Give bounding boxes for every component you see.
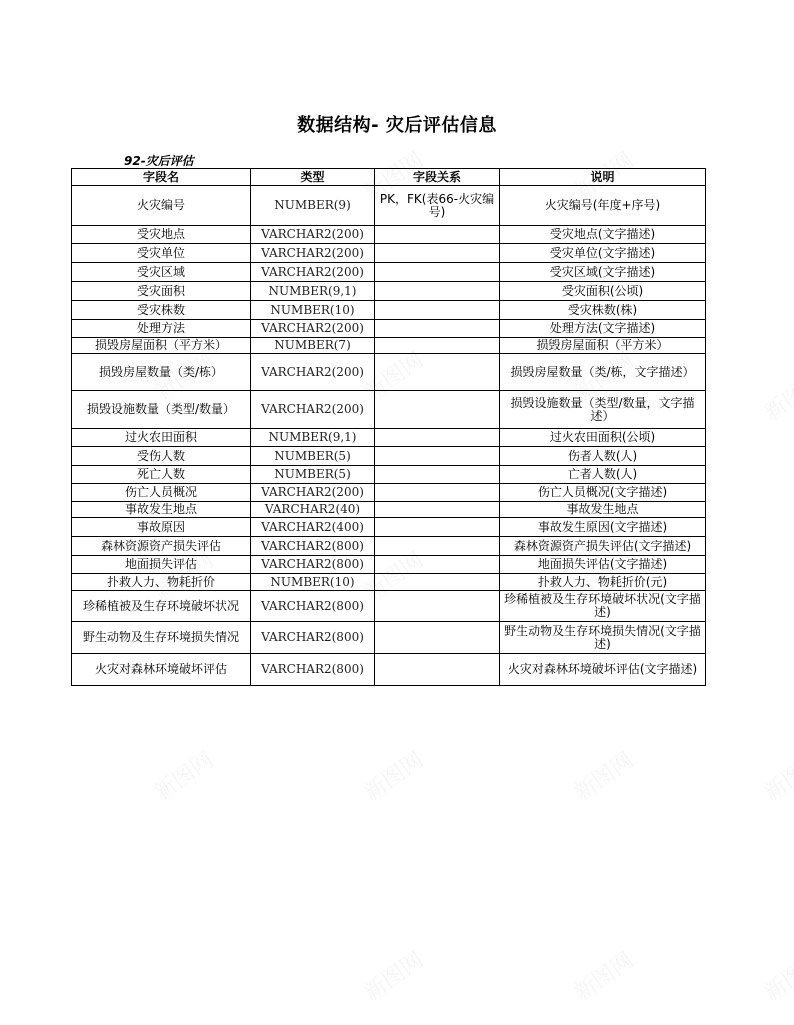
cell-relation bbox=[375, 301, 500, 320]
cell-description: 火灾编号(年度+序号) bbox=[500, 186, 706, 226]
watermark-text bbox=[357, 744, 429, 807]
cell-description: 损毁设施数量（类型/数量，文字描述） bbox=[500, 391, 706, 429]
cell-relation bbox=[375, 447, 500, 466]
cell-field-name: 事故发生地点 bbox=[72, 502, 251, 518]
cell-relation bbox=[375, 391, 500, 429]
header-description: 说明 bbox=[500, 169, 706, 186]
table-row bbox=[72, 654, 706, 686]
cell-type: NUMBER(5) bbox=[251, 466, 375, 484]
cell-relation bbox=[375, 574, 500, 591]
cell-type: NUMBER(5) bbox=[251, 447, 375, 466]
cell-field-name: 处理方法 bbox=[72, 320, 251, 338]
cell-description: 事故发生地点 bbox=[500, 502, 706, 518]
cell-field-name: 受灾单位 bbox=[72, 244, 251, 263]
cell-type: VARCHAR2(200) bbox=[251, 354, 375, 391]
cell-type: VARCHAR2(800) bbox=[251, 537, 375, 556]
cell-relation bbox=[375, 556, 500, 574]
cell-type: VARCHAR2(800) bbox=[251, 622, 375, 654]
cell-field-name: 受伤人数 bbox=[72, 447, 251, 466]
cell-type: NUMBER(9,1) bbox=[251, 282, 375, 301]
cell-description: 处理方法(文字描述) bbox=[500, 320, 706, 338]
table-row bbox=[72, 391, 706, 429]
cell-field-name: 受灾区域 bbox=[72, 263, 251, 282]
cell-field-name: 过火农田面积 bbox=[72, 429, 251, 447]
cell-type: NUMBER(10) bbox=[251, 574, 375, 591]
cell-description: 伤者人数(人) bbox=[500, 447, 706, 466]
cell-description: 事故发生原因(文字描述) bbox=[500, 518, 706, 537]
cell-description: 亡者人数(人) bbox=[500, 466, 706, 484]
cell-description: 野生动物及生存环境损失情况(文字描述) bbox=[500, 622, 706, 654]
cell-description: 过火农田面积(公顷) bbox=[500, 429, 706, 447]
cell-description: 扑救人力、物耗折价(元) bbox=[500, 574, 706, 591]
cell-relation bbox=[375, 354, 500, 391]
cell-field-name: 伤亡人员概况 bbox=[72, 484, 251, 502]
table-row bbox=[72, 591, 706, 622]
cell-relation bbox=[375, 518, 500, 537]
cell-relation bbox=[375, 622, 500, 654]
watermark-text bbox=[357, 944, 429, 1007]
cell-description: 珍稀植被及生存环境破坏状况(文字描述) bbox=[500, 591, 706, 622]
data-structure-table bbox=[71, 168, 706, 686]
cell-field-name: 受灾面积 bbox=[72, 282, 251, 301]
table-row bbox=[72, 263, 706, 282]
table-row bbox=[72, 556, 706, 574]
table-row bbox=[72, 354, 706, 391]
watermark-text bbox=[567, 944, 639, 1007]
cell-description: 受灾株数(株) bbox=[500, 301, 706, 320]
cell-relation bbox=[375, 320, 500, 338]
header-type: 类型 bbox=[251, 169, 375, 186]
cell-field-name: 火灾对森林环境破坏评估 bbox=[72, 654, 251, 686]
cell-type: VARCHAR2(200) bbox=[251, 244, 375, 263]
cell-field-name: 受灾地点 bbox=[72, 226, 251, 244]
cell-relation bbox=[375, 537, 500, 556]
cell-description: 损毁房屋数量（类/栋，文字描述） bbox=[500, 354, 706, 391]
cell-field-name: 事故原因 bbox=[72, 518, 251, 537]
cell-description: 森林资源资产损失评估(文字描述) bbox=[500, 537, 706, 556]
cell-relation bbox=[375, 591, 500, 622]
cell-field-name: 损毁房屋数量（类/栋） bbox=[72, 354, 251, 391]
watermark-text bbox=[147, 744, 219, 807]
cell-relation bbox=[375, 282, 500, 301]
table-row bbox=[72, 429, 706, 447]
table-row bbox=[72, 226, 706, 244]
cell-description: 受灾区域(文字描述) bbox=[500, 263, 706, 282]
watermark-text bbox=[757, 744, 794, 807]
cell-relation bbox=[375, 263, 500, 282]
cell-type: VARCHAR2(200) bbox=[251, 320, 375, 338]
cell-description: 火灾对森林环境破坏评估(文字描述) bbox=[500, 654, 706, 686]
table-row bbox=[72, 537, 706, 556]
document-title: 数据结构- 灾后评估信息 bbox=[297, 115, 497, 136]
table-row bbox=[72, 502, 706, 518]
table-row bbox=[72, 447, 706, 466]
cell-field-name: 损毁设施数量（类型/数量） bbox=[72, 391, 251, 429]
table-row bbox=[72, 320, 706, 338]
cell-field-name: 地面损失评估 bbox=[72, 556, 251, 574]
cell-field-name: 受灾株数 bbox=[72, 301, 251, 320]
table-row bbox=[72, 244, 706, 263]
table-row bbox=[72, 338, 706, 354]
cell-description: 损毁房屋面积（平方米） bbox=[500, 338, 706, 354]
header-field-name: 字段名 bbox=[72, 169, 251, 186]
cell-type: VARCHAR2(200) bbox=[251, 263, 375, 282]
cell-relation bbox=[375, 244, 500, 263]
cell-relation bbox=[375, 429, 500, 447]
cell-relation bbox=[375, 502, 500, 518]
table-row bbox=[72, 622, 706, 654]
cell-type: NUMBER(7) bbox=[251, 338, 375, 354]
cell-description: 受灾单位(文字描述) bbox=[500, 244, 706, 263]
cell-type: NUMBER(9) bbox=[251, 186, 375, 226]
cell-type: NUMBER(9,1) bbox=[251, 429, 375, 447]
cell-relation bbox=[375, 466, 500, 484]
table-row bbox=[72, 466, 706, 484]
cell-relation bbox=[375, 654, 500, 686]
cell-type: VARCHAR2(400) bbox=[251, 518, 375, 537]
cell-type: VARCHAR2(200) bbox=[251, 226, 375, 244]
cell-type: VARCHAR2(800) bbox=[251, 591, 375, 622]
watermark-text bbox=[757, 364, 794, 427]
table-row bbox=[72, 186, 706, 226]
cell-type: VARCHAR2(40) bbox=[251, 502, 375, 518]
watermark-text bbox=[757, 944, 794, 1007]
table-subtitle: 92-灾后评估 bbox=[124, 154, 194, 168]
cell-description: 地面损失评估(文字描述) bbox=[500, 556, 706, 574]
cell-description: 伤亡人员概况(文字描述) bbox=[500, 484, 706, 502]
cell-field-name: 珍稀植被及生存环境破坏状况 bbox=[72, 591, 251, 622]
cell-relation: PK，FK(表66-火灾编号) bbox=[375, 186, 500, 226]
cell-type: VARCHAR2(200) bbox=[251, 391, 375, 429]
cell-field-name: 扑救人力、物耗折价 bbox=[72, 574, 251, 591]
table-row bbox=[72, 574, 706, 591]
cell-type: VARCHAR2(800) bbox=[251, 556, 375, 574]
header-relation: 字段关系 bbox=[375, 169, 500, 186]
cell-field-name: 野生动物及生存环境损失情况 bbox=[72, 622, 251, 654]
cell-relation bbox=[375, 338, 500, 354]
cell-field-name: 火灾编号 bbox=[72, 186, 251, 226]
cell-description: 受灾地点(文字描述) bbox=[500, 226, 706, 244]
table-row bbox=[72, 518, 706, 537]
cell-type: VARCHAR2(800) bbox=[251, 654, 375, 686]
cell-field-name: 死亡人数 bbox=[72, 466, 251, 484]
table-row bbox=[72, 282, 706, 301]
table-row bbox=[72, 301, 706, 320]
table-row bbox=[72, 484, 706, 502]
table-header-row bbox=[72, 169, 706, 186]
cell-type: NUMBER(10) bbox=[251, 301, 375, 320]
watermark-text bbox=[567, 744, 639, 807]
cell-relation bbox=[375, 226, 500, 244]
cell-field-name: 损毁房屋面积（平方米） bbox=[72, 338, 251, 354]
cell-relation bbox=[375, 484, 500, 502]
cell-field-name: 森林资源资产损失评估 bbox=[72, 537, 251, 556]
cell-description: 受灾面积(公顷) bbox=[500, 282, 706, 301]
cell-type: VARCHAR2(200) bbox=[251, 484, 375, 502]
